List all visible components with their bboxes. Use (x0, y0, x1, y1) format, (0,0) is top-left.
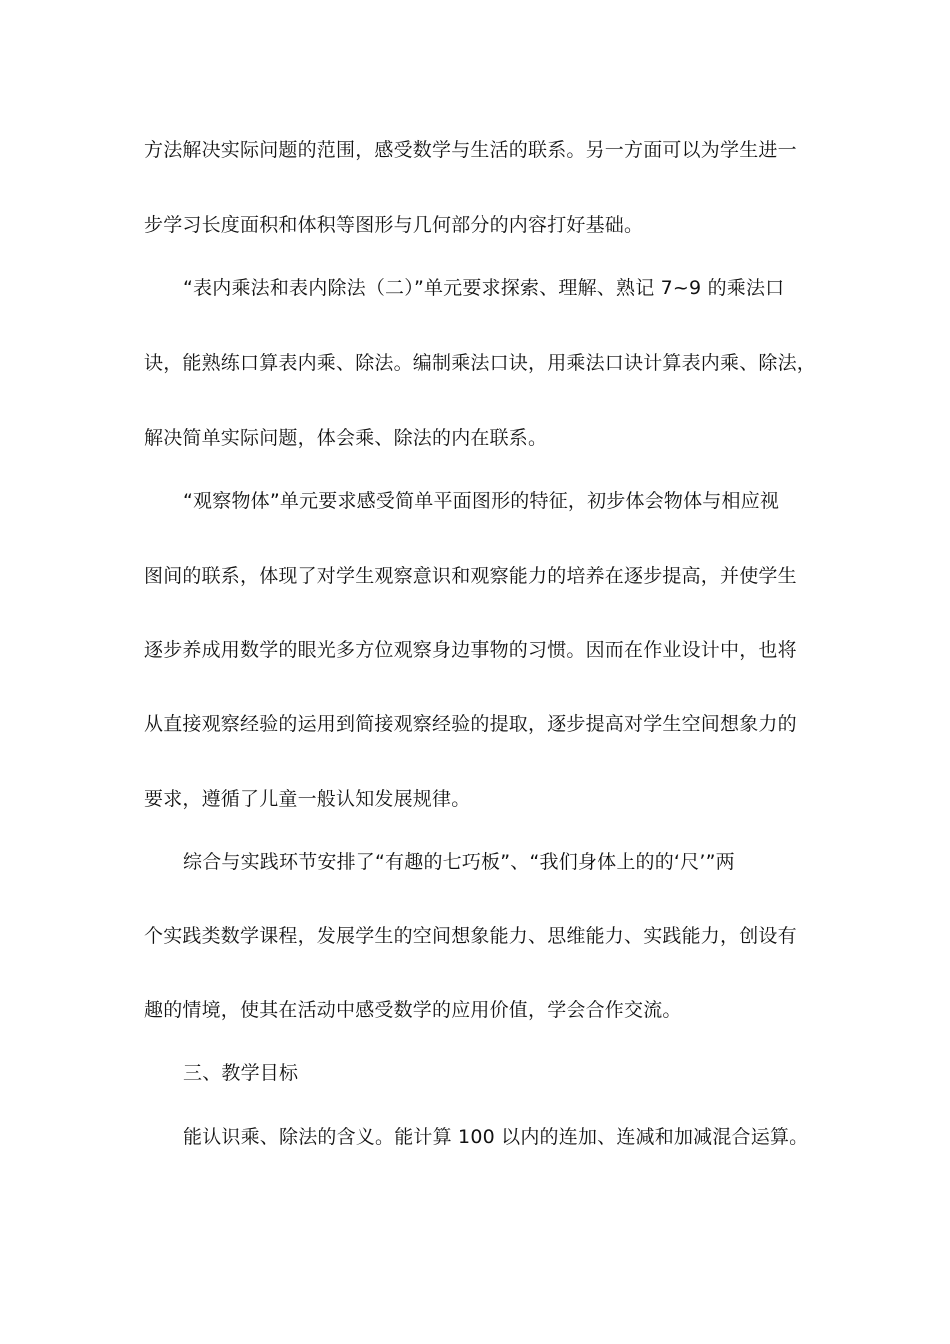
text-line-4: 诀，能熟练口算表内乘、除法。编制乘法口诀，用乘法口诀计算表内乘、除法， (144, 352, 817, 374)
text-line-12: 个实践类数学课程，发展学生的空间想象能力、思维能力、实践能力，创设有 (144, 925, 797, 947)
text-line-6: “观察物体”单元要求感受简单平面图形的特征，初步体会物体与相应视 (183, 490, 780, 512)
text-line-1: 方法解决实际问题的范围，感受数学与生活的联系。另一方面可以为学生进一 (144, 139, 797, 161)
text-line-7: 图间的联系，体现了对学生观察意识和观察能力的培养在逐步提高，并使学生 (144, 565, 797, 587)
text-line-5: 解决简单实际问题，体会乘、除法的内在联系。 (144, 427, 548, 449)
text-line-10: 要求，遵循了儿童一般认知发展规律。 (144, 788, 471, 810)
text-line-2: 步学习长度面积和体积等图形与几何部分的内容打好基础。 (144, 214, 644, 236)
text-line-8: 逐步养成用数学的眼光多方位观察身边事物的习惯。因而在作业设计中，也将 (144, 639, 797, 661)
text-line-11: 综合与实践环节安排了“有趣的七巧板”、“我们身体上的的‘尺’”两 (183, 851, 735, 873)
text-line-9: 从直接观察经验的运用到简接观察经验的提取，逐步提高对学生空间想象力的 (144, 713, 797, 735)
text-line-3: “表内乘法和表内除法（二）”单元要求探索、理解、熟记 7~9 的乘法口 (183, 277, 785, 299)
text-line-13: 趣的情境，使其在活动中感受数学的应用价值，学会合作交流。 (144, 999, 682, 1021)
text-line-15: 能认识乘、除法的含义。能计算 100 以内的连加、连减和加减混合运算。 (183, 1126, 809, 1148)
section-heading: 三、教学目标 (183, 1062, 299, 1084)
